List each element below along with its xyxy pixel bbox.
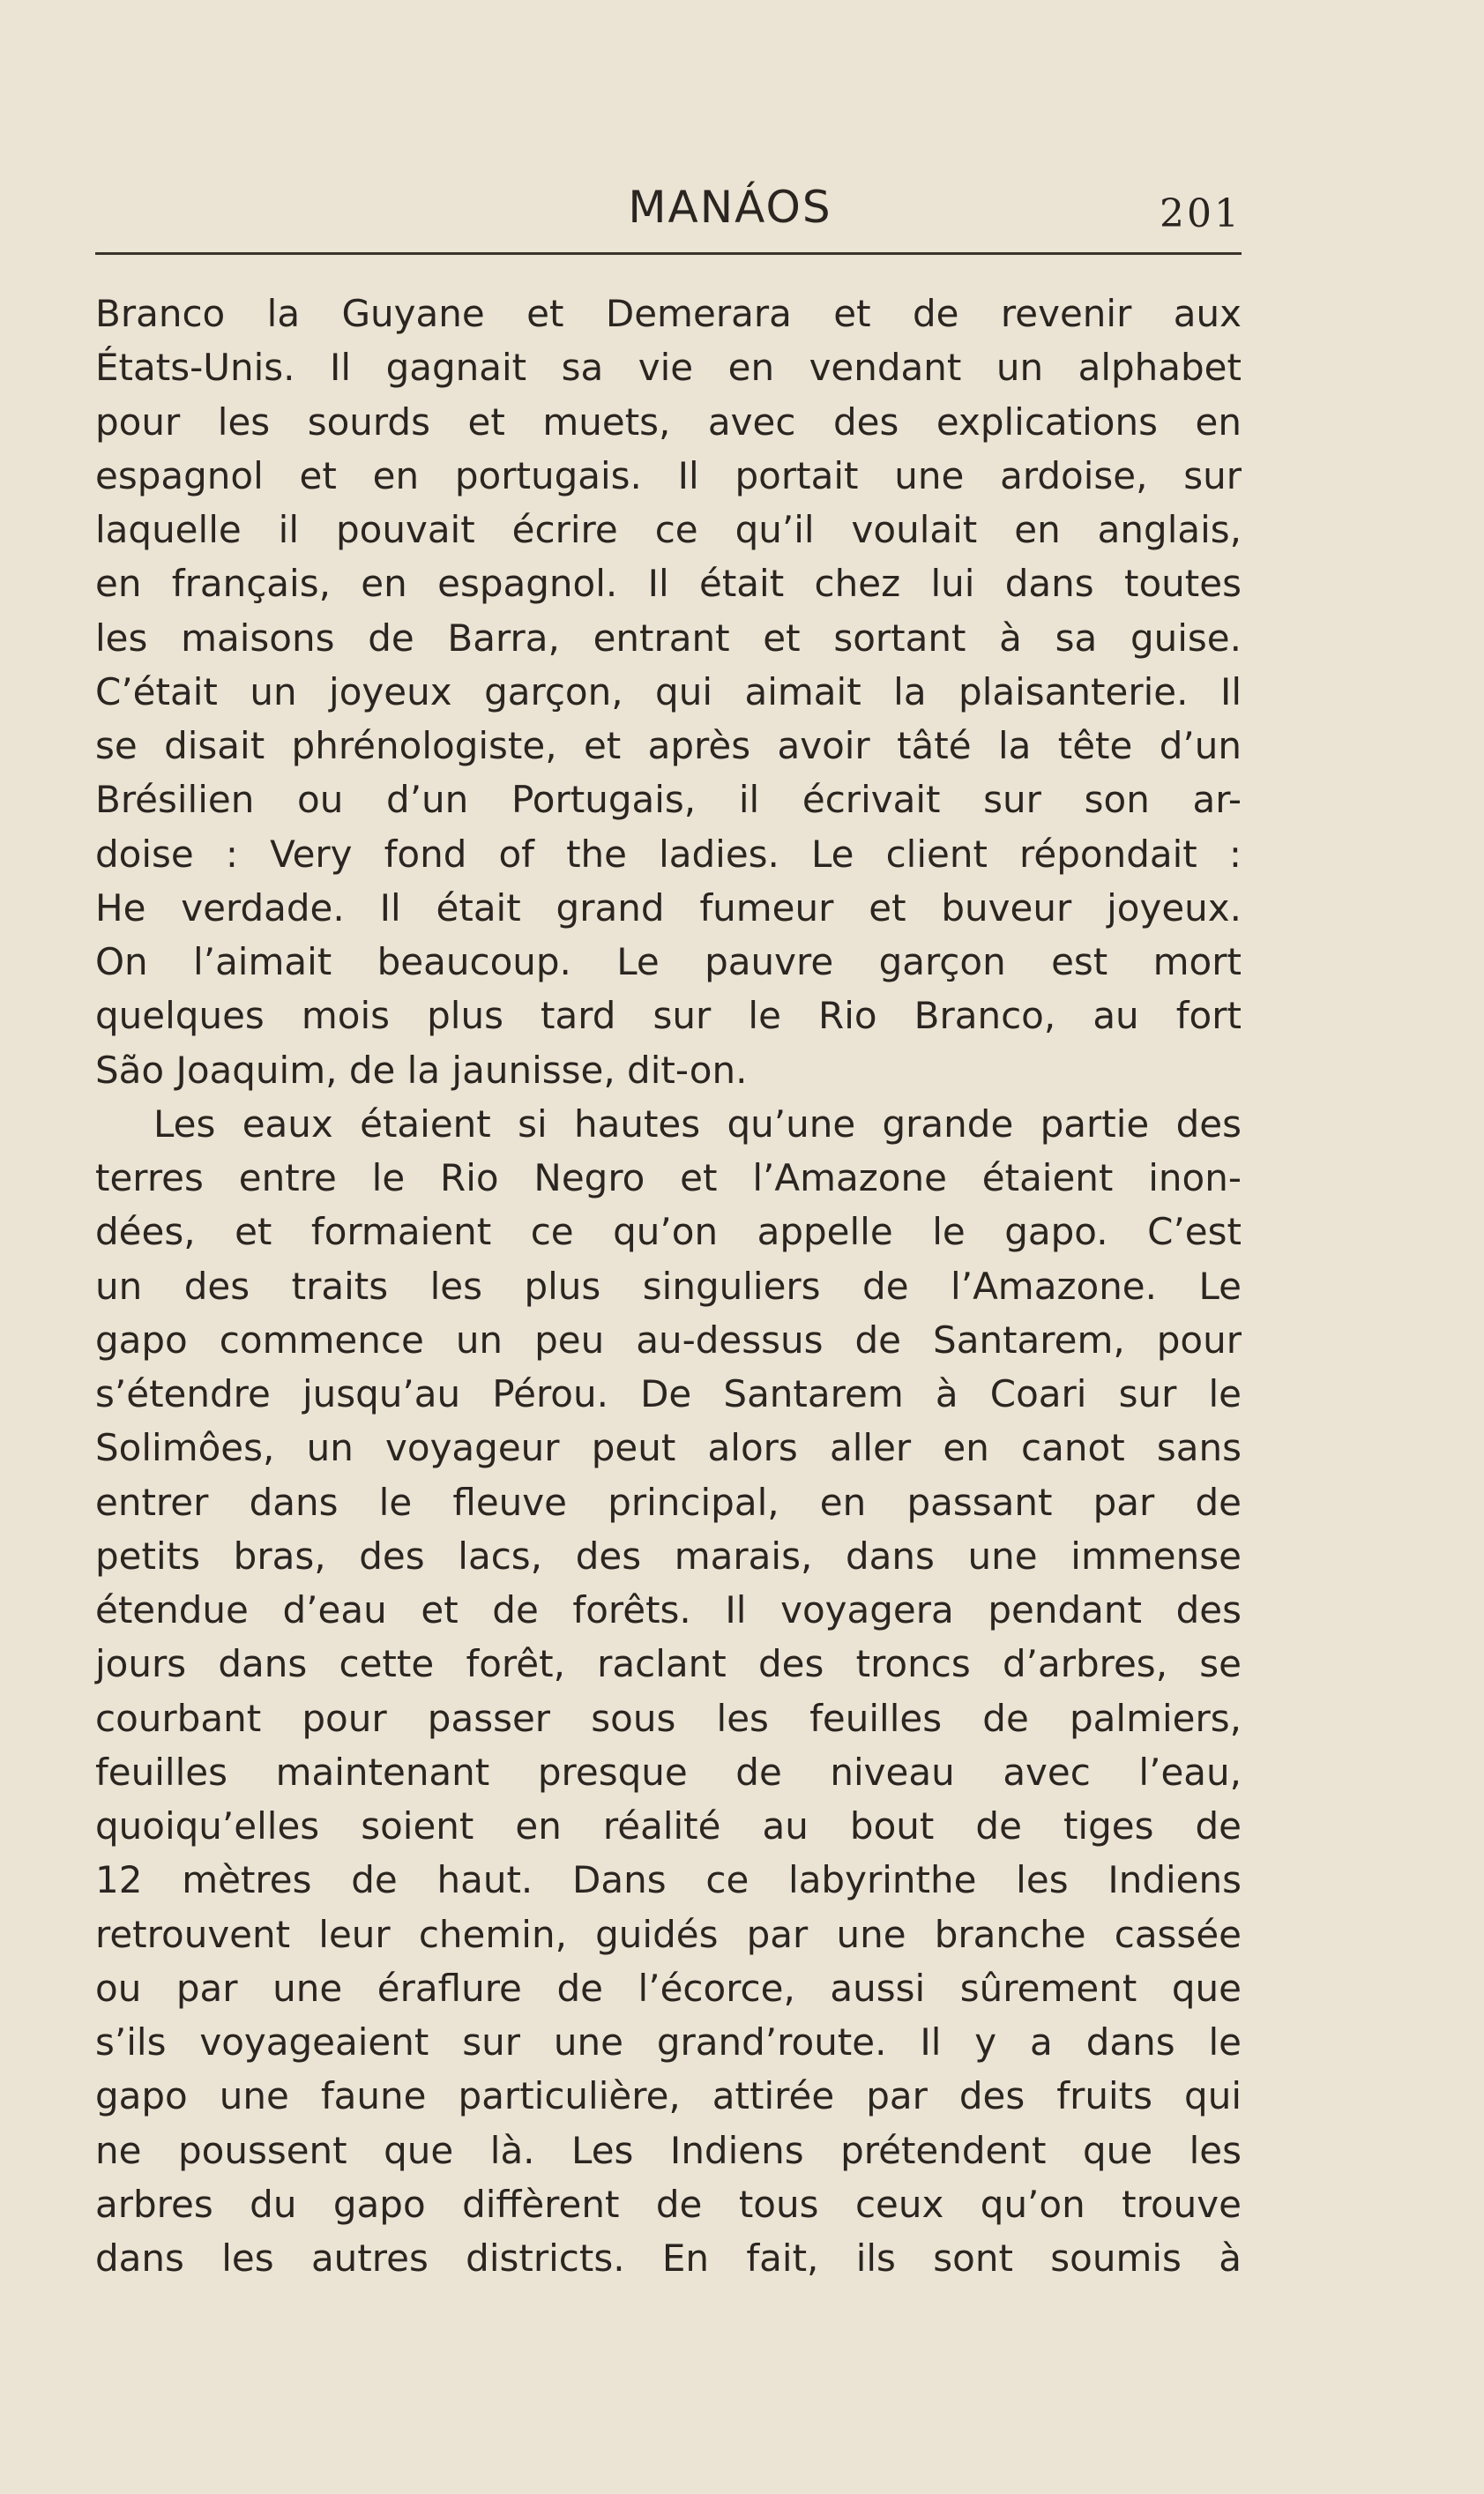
text-line: dées, et formaient ce qu’on appelle le gapo. C’est <box>95 1210 1242 1254</box>
text-line: États-Unis. Il gagnait sa vie en vendant un alphabet <box>95 346 1242 390</box>
text-line: en français, en espagnol. Il était chez lui dans toutes <box>95 562 1242 606</box>
text-line: Brésilien ou d’un Portugais, il écrivait sur son ar- <box>95 778 1242 822</box>
text-line: arbres du gapo diffèrent de tous ceux qu’on trouve <box>95 2182 1242 2226</box>
page-number: 201 <box>1160 191 1242 236</box>
text-line: São Joaquim, de la jaunisse, dit-on. <box>95 1048 748 1092</box>
text-line: ne poussent que là. Les Indiens prétendent que les <box>95 2128 1242 2172</box>
text-line: entrer dans le fleuve principal, en passant par de <box>95 1480 1242 1524</box>
text-line: feuilles maintenant presque de niveau avec l’eau, <box>95 1750 1242 1794</box>
text-line: 12 mètres de haut. Dans ce labyrinthe les Indiens <box>95 1858 1242 1902</box>
text-line: étendue d’eau et de forêts. Il voyagera pendant des <box>95 1588 1242 1632</box>
header-rule <box>95 252 1242 255</box>
text-line: s’étendre jusqu’au Pérou. De Santarem à Coari sur le <box>95 1372 1242 1415</box>
text-line: gapo une faune particulière, attirée par des fruits qui <box>95 2074 1242 2118</box>
text-line: C’était un joyeux garçon, qui aimait la plaisanterie. Il <box>95 669 1242 713</box>
text-line: Solimôes, un voyageur peut alors aller en canot sans <box>95 1426 1242 1470</box>
text-line: quoiqu’elles soient en réalité au bout de tiges de <box>95 1804 1242 1848</box>
text-line: ou par une éraflure de l’écorce, aussi sûrement que <box>95 1966 1242 2010</box>
text-line: gapo commence un peu au-dessus de Santarem, pour <box>95 1318 1242 1362</box>
page-header <box>95 176 1242 238</box>
text-line: un des traits les plus singuliers de l’Amazone. Le <box>95 1264 1242 1308</box>
text-line: jours dans cette forêt, raclant des troncs d’arbres, se <box>95 1642 1242 1686</box>
text-line: quelques mois plus tard sur le Rio Branco, au fort <box>95 994 1242 1038</box>
text-line: pour les sourds et muets, avec des explications en <box>95 399 1242 444</box>
text-line: He verdade. Il était grand fumeur et buveur joyeux. <box>95 885 1242 930</box>
text-line: se disait phrénologiste, et après avoir tâté la tête d’un <box>95 724 1242 767</box>
paragraph <box>95 287 1242 1097</box>
text-line: courbant pour passer sous les feuilles de palmiers, <box>95 1696 1242 1740</box>
text-line: petits bras, des lacs, des marais, dans une immense <box>95 1534 1242 1578</box>
running-title: MANÁOS <box>628 182 832 233</box>
text-line: doise : Very fond of the ladies. Le client répondait : <box>95 832 1242 876</box>
text-line: Branco la Guyane et Demerara et de revenir aux <box>95 292 1242 335</box>
text-line: retrouvent leur chemin, guidés par une branche cassée <box>95 1912 1242 1956</box>
text-line: les maisons de Barra, entrant et sortant à sa guise. <box>95 616 1242 660</box>
text-line: On l’aimait beaucoup. Le pauvre garçon est mort <box>95 940 1242 983</box>
text-line: terres entre le Rio Negro et l’Amazone étaient inon- <box>95 1156 1242 1199</box>
text-line: laquelle il pouvait écrire ce qu’il voulait en anglais, <box>95 508 1242 551</box>
text-line: dans les autres districts. En fait, ils sont soumis à <box>95 2236 1242 2280</box>
paragraph <box>95 1097 1242 2286</box>
text-line: Les eaux étaient si hautes qu’une grande partie des <box>153 1101 1242 1146</box>
body-text <box>95 287 1242 2285</box>
text-line: espagnol et en portugais. Il portait une ardoise, sur <box>95 453 1242 497</box>
text-line: s’ils voyageaient sur une grand’route. Il y a dans le <box>95 2020 1242 2064</box>
